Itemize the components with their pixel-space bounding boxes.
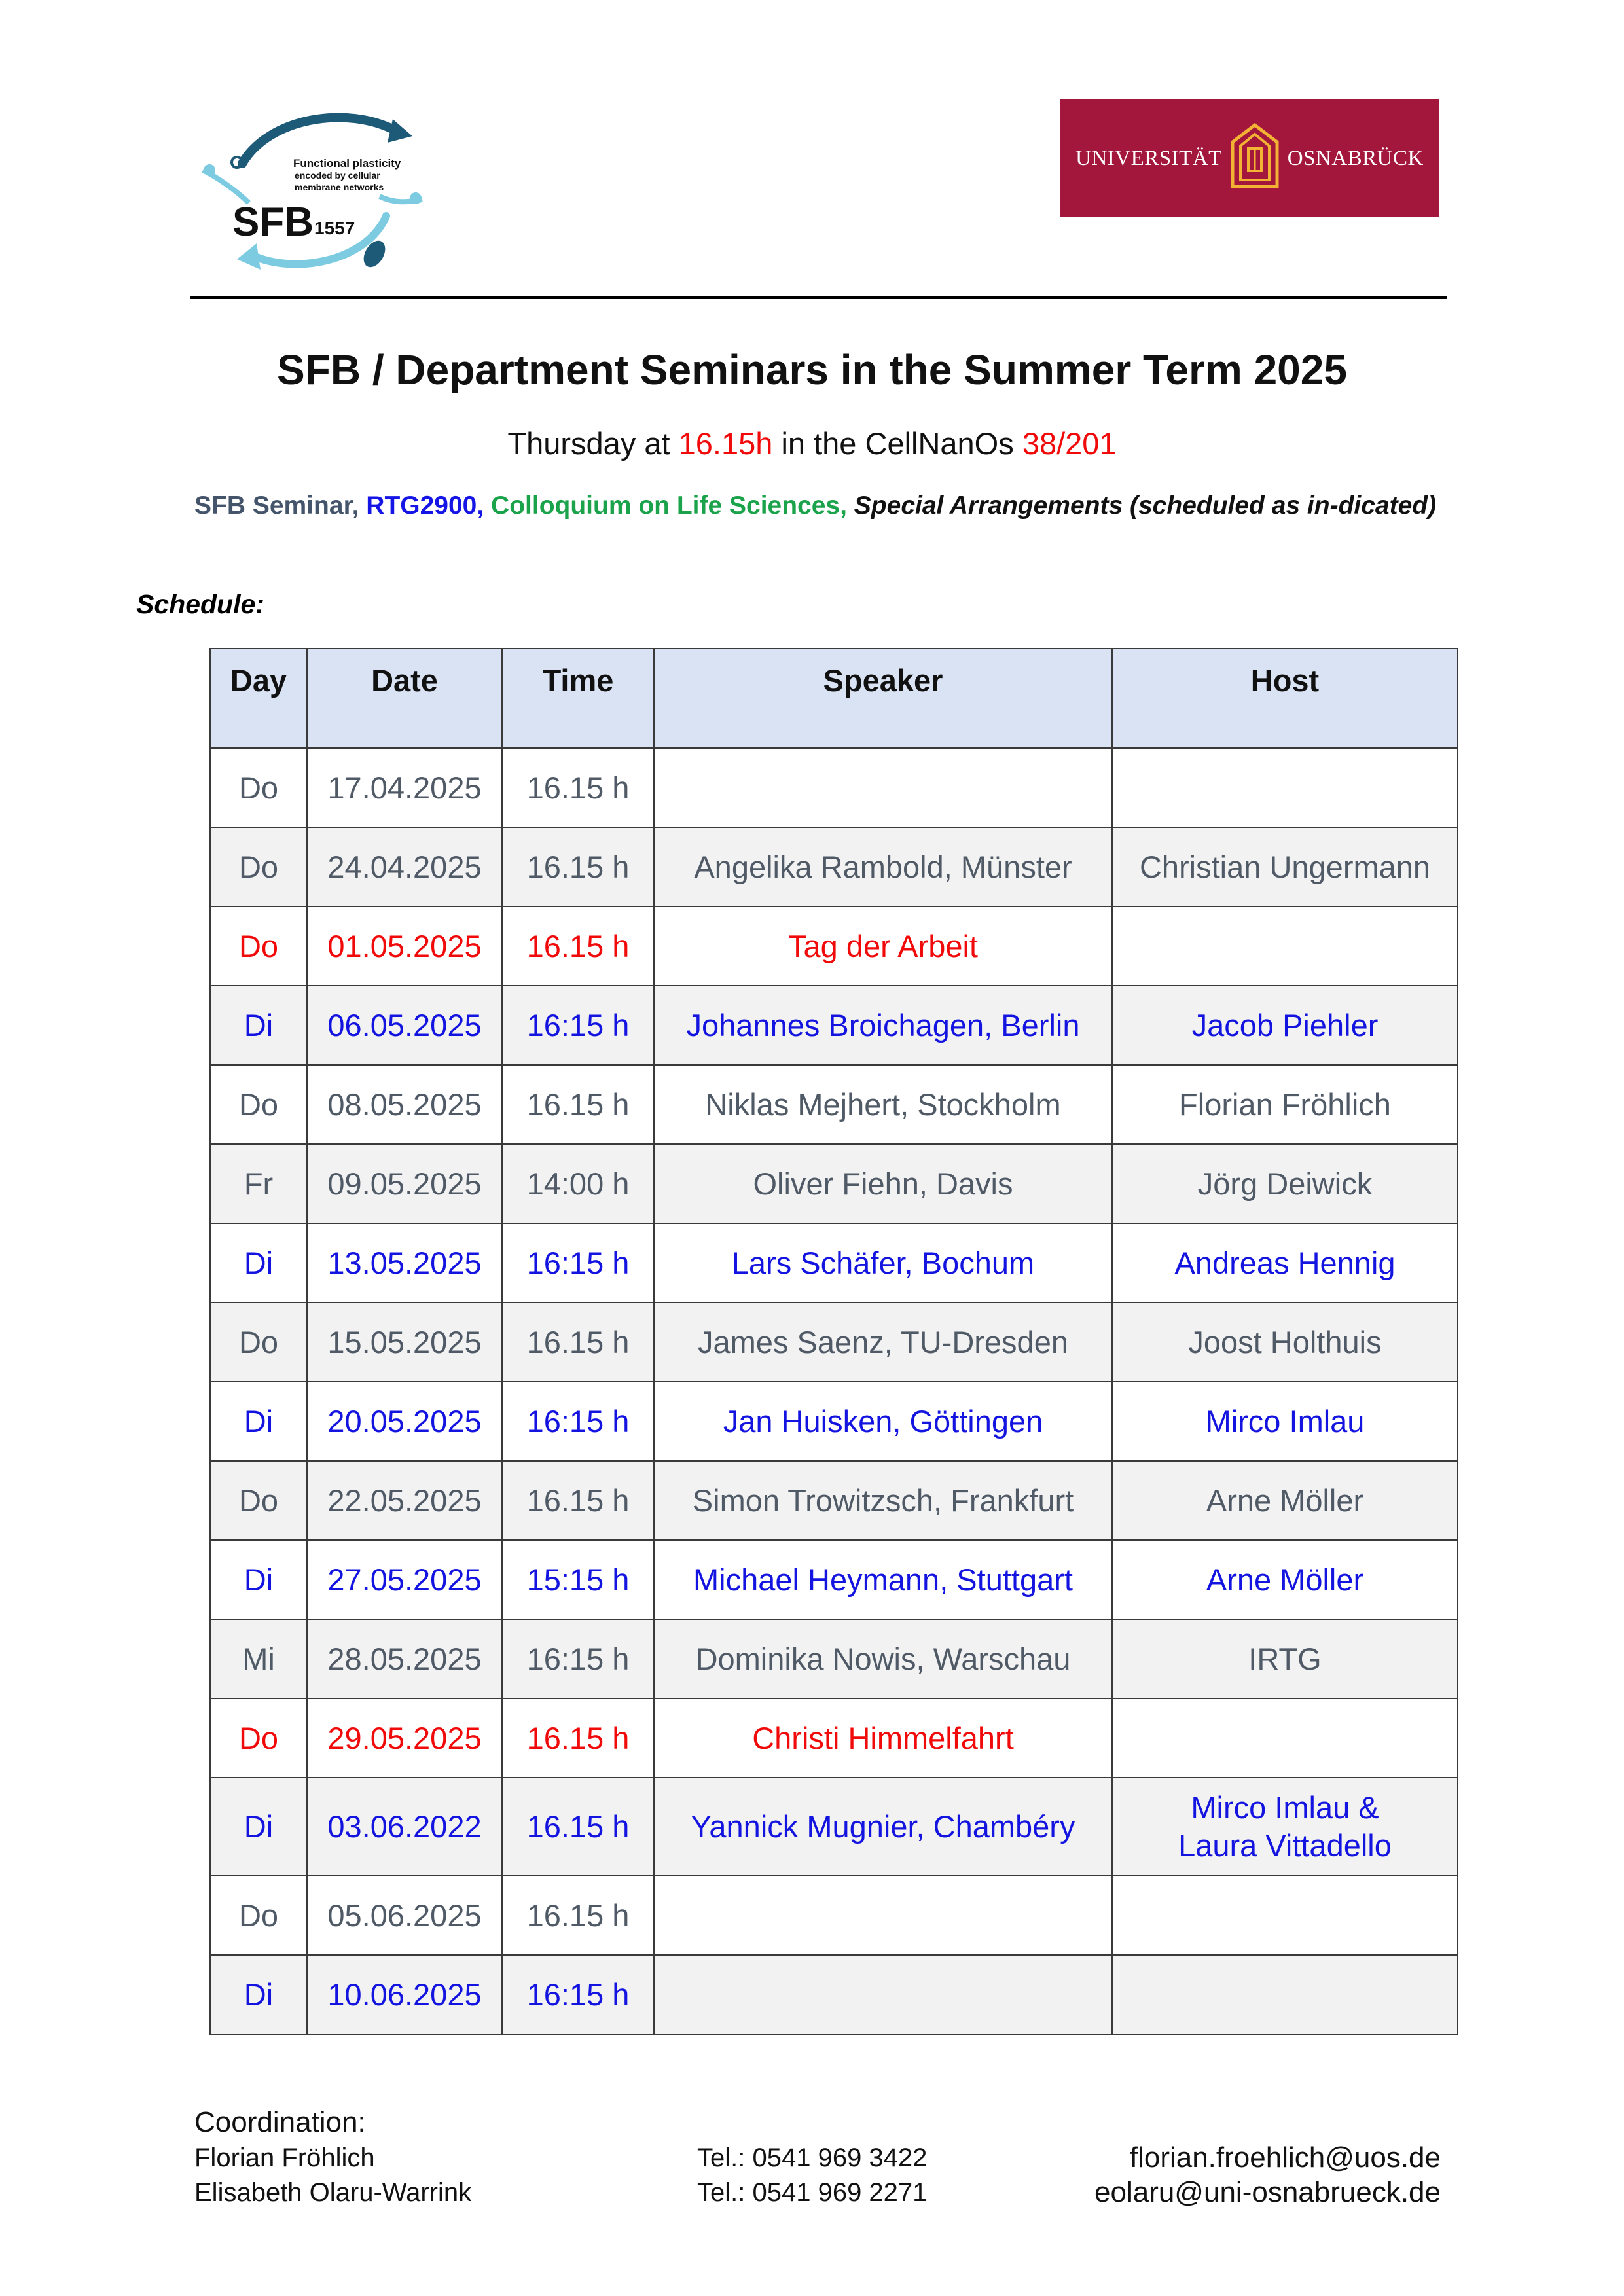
legend-sfb-seminar: SFB Seminar,: [194, 492, 359, 520]
cell-host: Florian Fröhlich: [1112, 1065, 1458, 1144]
cell-time: 16.15 h: [502, 1778, 654, 1876]
coordinator-email[interactable]: florian.froehlich@uos.de: [1129, 2142, 1441, 2174]
cell-day: Do: [210, 1461, 307, 1540]
table-row: [210, 1955, 1458, 2034]
cell-date: 08.05.2025: [307, 1065, 502, 1144]
cell-day: Do: [210, 1876, 307, 1955]
cell-day: Mi: [210, 1619, 307, 1698]
seminar-type-legend: [194, 490, 1438, 522]
cell-time: 16.15 h: [502, 906, 654, 986]
cell-date: 24.04.2025: [307, 827, 502, 906]
cell-host: Mirco Imlau: [1112, 1382, 1458, 1461]
cell-day: Di: [210, 1540, 307, 1619]
schedule-table: [209, 648, 1458, 2035]
cell-speaker: [654, 748, 1112, 827]
cell-time: 16.15 h: [502, 1302, 654, 1382]
table-row: [210, 748, 1458, 827]
cell-host: [1112, 1778, 1458, 1876]
cell-day: Do: [210, 827, 307, 906]
header-time: Time: [502, 649, 654, 748]
universitaet-osnabrueck-logo: [1060, 99, 1439, 217]
table-row: [210, 1619, 1458, 1698]
logo-tagline-1: Functional plasticity: [293, 157, 401, 170]
header-speaker: Speaker: [654, 649, 1112, 748]
cell-date: 09.05.2025: [307, 1144, 502, 1223]
cell-time: 15:15 h: [502, 1540, 654, 1619]
cell-speaker: Tag der Arbeit: [654, 906, 1112, 986]
cell-day: Di: [210, 1382, 307, 1461]
cell-day: Do: [210, 906, 307, 986]
cell-time: 16.15 h: [502, 1876, 654, 1955]
host-line-1: Mirco Imlau &: [1191, 1790, 1379, 1825]
logo-tagline-3: membrane networks: [295, 182, 384, 192]
schedule-label: Schedule:: [136, 589, 264, 619]
subtitle-room: 38/201: [1022, 426, 1117, 461]
table-header-row: [210, 649, 1458, 748]
cell-day: Do: [210, 1698, 307, 1778]
table-row: [210, 1065, 1458, 1144]
cell-date: 05.06.2025: [307, 1876, 502, 1955]
cell-speaker: Simon Trowitzsch, Frankfurt: [654, 1461, 1112, 1540]
cell-speaker: Oliver Fiehn, Davis: [654, 1144, 1112, 1223]
logo-sfb-text: SFB: [232, 200, 314, 245]
cell-speaker: James Saenz, TU-Dresden: [654, 1302, 1112, 1382]
cell-time: 16.15 h: [502, 1065, 654, 1144]
cell-date: 06.05.2025: [307, 986, 502, 1065]
logo-arrow-top: [388, 119, 412, 143]
table-row: [210, 1382, 1458, 1461]
table-row: [210, 1778, 1458, 1876]
cell-time: 16.15 h: [502, 748, 654, 827]
university-seal-icon: [1229, 122, 1281, 194]
cell-speaker: Angelika Rambold, Münster: [654, 827, 1112, 906]
cell-host: Joost Holthuis: [1112, 1302, 1458, 1382]
uni-logo-left-word: UNIVERSITÄT: [1075, 146, 1222, 170]
logo-arrow-bottom: [237, 243, 261, 270]
coordinator-name: Elisabeth Olaru-Warrink: [194, 2178, 472, 2207]
cell-host: Arne Möller: [1112, 1540, 1458, 1619]
table-row: [210, 1461, 1458, 1540]
page-title: SFB / Department Seminars in the Summer Term 2025: [277, 346, 1347, 393]
subtitle-prefix: Thursday at: [507, 426, 679, 461]
header-host: Host: [1112, 649, 1458, 748]
legend-colloquium: Colloquium on Life Sciences,: [484, 492, 847, 520]
cell-day: Do: [210, 1065, 307, 1144]
cell-day: Di: [210, 1223, 307, 1302]
cell-speaker: Yannick Mugnier, Chambéry: [654, 1778, 1112, 1876]
cell-time: 16:15 h: [502, 986, 654, 1065]
table-row: [210, 827, 1458, 906]
logo-tagline-2: encoded by cellular: [295, 170, 380, 181]
cell-host: Jacob Piehler: [1112, 986, 1458, 1065]
cell-date: 13.05.2025: [307, 1223, 502, 1302]
host-line-2: Laura Vittadello: [1178, 1828, 1392, 1863]
table-row: [210, 986, 1458, 1065]
cell-speaker: Dominika Nowis, Warschau: [654, 1619, 1112, 1698]
table-row: [210, 1144, 1458, 1223]
coordinator-name: Florian Fröhlich: [194, 2144, 375, 2172]
header-day: Day: [210, 649, 307, 748]
cell-host: Andreas Hennig: [1112, 1223, 1458, 1302]
cell-host: Christian Ungermann: [1112, 827, 1458, 906]
cell-time: 16.15 h: [502, 1698, 654, 1778]
header-divider: [190, 296, 1447, 299]
cell-speaker: Christi Himmelfahrt: [654, 1698, 1112, 1778]
cell-speaker: Michael Heymann, Stuttgart: [654, 1540, 1112, 1619]
table-row: [210, 1698, 1458, 1778]
subtitle-time: 16.15h: [678, 426, 773, 461]
cell-speaker: Johannes Broichagen, Berlin: [654, 986, 1112, 1065]
cell-host: [1112, 1955, 1458, 2034]
table-row: [210, 1876, 1458, 1955]
cell-date: 22.05.2025: [307, 1461, 502, 1540]
table-row: [210, 1223, 1458, 1302]
cell-time: 16:15 h: [502, 1223, 654, 1302]
table-row: [210, 1302, 1458, 1382]
cell-host: IRTG: [1112, 1619, 1458, 1698]
cell-host: [1112, 906, 1458, 986]
cell-day: Fr: [210, 1144, 307, 1223]
cell-host: Arne Möller: [1112, 1461, 1458, 1540]
cell-host: [1112, 1876, 1458, 1955]
coordinator-tel: Tel.: 0541 969 2271: [697, 2178, 928, 2207]
cell-time: 16:15 h: [502, 1382, 654, 1461]
cell-time: 14:00 h: [502, 1144, 654, 1223]
coordinator-email[interactable]: eolaru@uni-osnabrueck.de: [1094, 2176, 1441, 2208]
cell-date: 28.05.2025: [307, 1619, 502, 1698]
coordinator-tel: Tel.: 0541 969 3422: [697, 2144, 928, 2172]
logo-number: 1557: [314, 218, 355, 238]
cell-speaker: Jan Huisken, Göttingen: [654, 1382, 1112, 1461]
cell-date: 10.06.2025: [307, 1955, 502, 2034]
cell-time: 16.15 h: [502, 1461, 654, 1540]
cell-speaker: [654, 1876, 1112, 1955]
cell-date: 01.05.2025: [307, 906, 502, 986]
cell-day: Do: [210, 748, 307, 827]
cell-host: [1112, 1698, 1458, 1778]
cell-date: 29.05.2025: [307, 1698, 502, 1778]
cell-speaker: [654, 1955, 1112, 2034]
cell-speaker: Lars Schäfer, Bochum: [654, 1223, 1112, 1302]
cell-day: Do: [210, 1302, 307, 1382]
table-row: [210, 906, 1458, 986]
cell-host: Jörg Deiwick: [1112, 1144, 1458, 1223]
page-subtitle: [0, 425, 1624, 461]
cell-day: Di: [210, 1778, 307, 1876]
cell-date: 20.05.2025: [307, 1382, 502, 1461]
cell-time: 16:15 h: [502, 1619, 654, 1698]
cell-time: 16:15 h: [502, 1955, 654, 2034]
uni-logo-right-word: OSNABRÜCK: [1287, 146, 1424, 170]
cell-host: [1112, 748, 1458, 827]
cell-day: Di: [210, 986, 307, 1065]
cell-date: 17.04.2025: [307, 748, 502, 827]
cell-speaker: Niklas Mejhert, Stockholm: [654, 1065, 1112, 1144]
legend-special-arrangements: Special Arrangements (scheduled as in-dicated): [846, 492, 1437, 520]
cell-time: 16.15 h: [502, 827, 654, 906]
cell-date: 03.06.2022: [307, 1778, 502, 1876]
cell-day: Di: [210, 1955, 307, 2034]
sfb-1557-logo: [196, 105, 432, 281]
cell-date: 15.05.2025: [307, 1302, 502, 1382]
coordination-label: Coordination:: [194, 2106, 366, 2138]
subtitle-middle: in the CellNanOs: [772, 426, 1022, 461]
cell-date: 27.05.2025: [307, 1540, 502, 1619]
header-date: Date: [307, 649, 502, 748]
legend-rtg2900: RTG2900,: [359, 492, 484, 520]
table-row: [210, 1540, 1458, 1619]
